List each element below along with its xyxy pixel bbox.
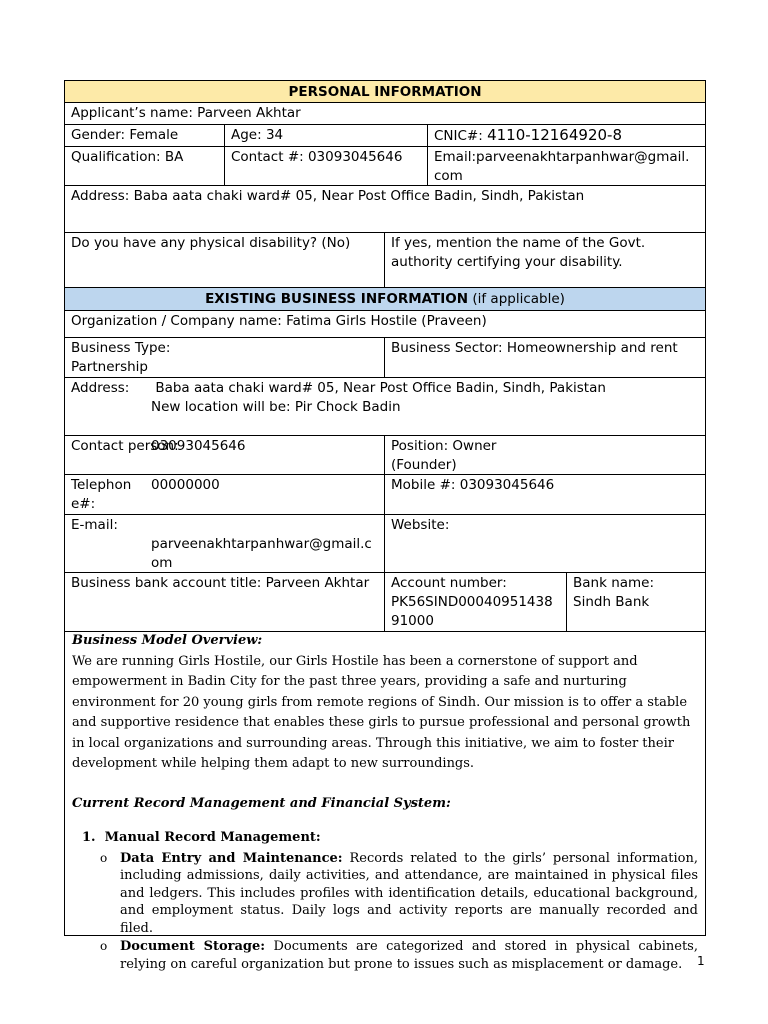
position-line-1: Position: Owner — [391, 438, 497, 454]
applicant-name: Applicant’s name: Parveen Akhtar — [71, 105, 301, 121]
account-number-cell — [384, 572, 567, 632]
list-item-manual-record — [72, 828, 698, 849]
disability-authority-line-2: authority certifying your disability. — [391, 254, 623, 270]
position-line-2: (Founder) — [391, 457, 457, 473]
account-title-cell — [64, 572, 385, 632]
business-info-title: EXISTING BUSINESS INFORMATION — [205, 291, 469, 307]
page-number: 1 — [697, 954, 705, 968]
applicant-name-cell — [64, 102, 706, 125]
email-line-1: Email:parveenakhtarpanhwar@gmail. — [434, 149, 690, 165]
bank-name-cell — [566, 572, 706, 632]
business-info-subtitle: (if applicable) — [468, 291, 565, 307]
personal-info-title: PERSONAL INFORMATION — [288, 84, 482, 100]
gender-cell — [64, 124, 225, 147]
mobile-cell — [384, 474, 706, 515]
cnic-cell — [427, 124, 706, 147]
org-name-cell — [64, 310, 706, 338]
business-model-title: Business Model Overview: — [72, 633, 263, 648]
telephone-label-2: e#: — [71, 496, 96, 512]
contact-number: Contact #: 03093045646 — [231, 149, 403, 165]
sub-item-text: Documents are categorized and stored in physical cabinets, relying on careful organization but prone to issues such as misplacement or damage. — [120, 939, 698, 972]
business-address-line-2: New location will be: Pir Chock Badin — [151, 399, 401, 415]
account-number-line-1: PK56SIND00040951438 — [391, 594, 553, 610]
list-item-title: Manual Record Management: — [104, 830, 321, 845]
email-line-2: com — [434, 168, 463, 184]
qualification-cell — [64, 146, 225, 186]
account-number-line-2: 91000 — [391, 613, 434, 629]
telephone-cell — [64, 474, 385, 515]
disability-authority-cell — [384, 232, 706, 288]
email-cell — [427, 146, 706, 186]
disability-question-cell — [64, 232, 385, 288]
mobile-number: Mobile #: 03093045646 — [391, 477, 555, 493]
gender: Gender: Female — [71, 127, 179, 143]
contact-person-value: 03093045646 — [151, 438, 246, 454]
business-type-cell — [64, 337, 385, 378]
qualification: Qualification: BA — [71, 149, 184, 165]
cnic-label: CNIC#: — [434, 128, 488, 144]
business-model-section — [64, 631, 706, 972]
bank-name-label: Bank name: — [573, 575, 655, 591]
address-cell — [64, 185, 706, 233]
business-sector: Business Sector: Homeownership and rent — [391, 340, 678, 356]
list-item-number: 1. — [82, 830, 96, 845]
sub-item-title: Document Storage: — [120, 939, 266, 954]
business-email-line-1: parveenakhtarpanhwar@gmail.c — [151, 536, 372, 552]
business-address-cell — [64, 377, 706, 436]
personal-info-header — [64, 80, 706, 103]
age-cell — [224, 124, 428, 147]
cnic-value: 4110-12164920-8 — [487, 126, 622, 144]
address: Address: Baba aata chaki ward# 05, Near Post Office Badin, Sindh, Pakistan — [71, 188, 585, 204]
business-email-label: E-mail: — [71, 517, 118, 533]
business-address-line-1: Baba aata chaki ward# 05, Near Post Office Badin, Sindh, Pakistan — [155, 380, 606, 396]
business-sector-cell — [384, 337, 706, 378]
telephone-label-1: Telephon — [71, 477, 132, 493]
disability-question: Do you have any physical disability? (No) — [71, 235, 351, 251]
disability-authority-line-1: If yes, mention the name of the Govt. — [391, 235, 646, 251]
contact-person-label: Contact person: — [71, 438, 179, 454]
position-cell — [384, 435, 706, 475]
org-name: Organization / Company name: Fatima Girls Hostile (Praveen) — [71, 313, 487, 329]
business-info-header — [64, 287, 706, 311]
business-address-label: Address: — [71, 380, 130, 396]
business-type-value: Partnership — [71, 359, 148, 375]
bank-name-value: Sindh Bank — [573, 594, 650, 610]
sub-item-document-storage — [72, 938, 698, 973]
bullet-circle-icon: o — [100, 850, 108, 865]
sub-item-title: Data Entry and Maintenance: — [120, 850, 343, 866]
contact-person-cell — [64, 435, 385, 475]
telephone-value: 00000000 — [151, 477, 220, 493]
sub-item-data-entry — [72, 850, 698, 938]
business-email-cell — [64, 514, 385, 573]
account-title: Business bank account title: Parveen Akhtar — [71, 575, 370, 591]
sub-item-text: Records related to the girls’ personal information, including admissions, daily activities, and attendance, are maintained in physical files and ledgers. This includes profiles with identification details, educational background, and employment status. Daily logs and activity reports are manually recorded and filed. — [120, 850, 698, 936]
record-management-title: Current Record Management and Financial System: — [72, 795, 451, 811]
business-type-label: Business Type: — [71, 340, 171, 356]
contact-cell — [224, 146, 428, 186]
bullet-circle-icon: o — [100, 939, 108, 953]
business-model-paragraph: We are running Girls Hostile, our Girls Hostile has been a cornerstone of support and empowerment in Badin City for the past three years, providing a safe and nurturing environment for 20 young girls from remote regions of Sindh. Our mission is to offer a stable and supportive residence that enables these girls to pursue professional and personal growth in local organizations and surrounding areas. Through this initiative, we aim to foster their development while helping them adapt to new surroundings. — [72, 653, 691, 771]
age: Age: 34 — [231, 127, 284, 143]
business-email-line-2: om — [151, 555, 173, 571]
account-number-label: Account number: — [391, 575, 507, 591]
website-label: Website: — [391, 517, 450, 533]
website-cell — [384, 514, 706, 573]
